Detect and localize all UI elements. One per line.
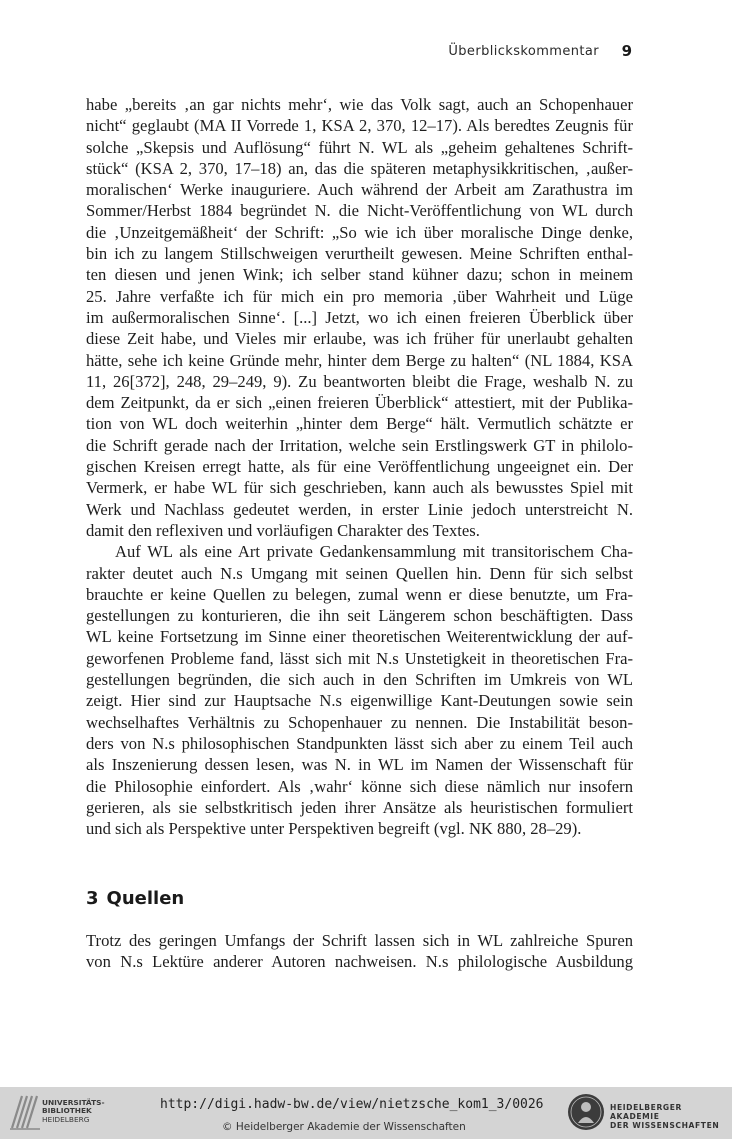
- text-line: und sich als Perspektive unter Perspektiven begreift (vgl. NK 880, 28–29).: [86, 819, 582, 839]
- source-url-link[interactable]: http://digi.hadw-bw.de/view/nietzsche_kom1_3/0026: [160, 1097, 544, 1112]
- running-header: [0, 44, 732, 64]
- section-heading: [86, 888, 192, 909]
- text-line: moralischen‘ Werke inauguriere. Auch während der Arbeit am Zarathustra im: [86, 180, 633, 200]
- text-line: rakter deutet auch N.s Umgang mit seinen Quellen hin. Denn für sich selbst: [86, 563, 633, 583]
- text-line: diese Zeit habe, und Vieles mir erlaube, was ich früher für unerlaubt gehalten: [86, 329, 633, 349]
- text-line: die Philosophie einfordert. Als ‚wahr‘ könne sich diese nämlich nur insofern: [86, 776, 633, 796]
- library-logo-icon: [8, 1092, 42, 1132]
- text-line: ders von N.s philosophischen Standpunkten lässt sich aber zu einem Teil auch: [86, 733, 633, 753]
- text-line: stück“ (KSA 2, 370, 17–18) an, das die späteren metaphysikkritischen, ‚außer-: [86, 158, 633, 178]
- section-text: [86, 930, 633, 973]
- academy-seal-icon: [567, 1093, 605, 1131]
- main-text: [86, 94, 633, 839]
- text-line: geworfenen Probleme fand, lässt sich mit N.s Unstetigkeit in theoretischen Fra-: [86, 648, 633, 668]
- text-line: ten diesen und jenen Wink; ich selber stand kühner dazu; schon in meinem: [86, 265, 633, 285]
- text-line: Auf WL als eine Art private Gedankensammlung mit transitorischem Cha-: [115, 542, 633, 562]
- copyright-notice: © Heidelberger Akademie der Wissenschaften: [222, 1121, 466, 1133]
- text-line: 25. Jahre verfaßte ich für mich ein pro memoria ‚über Wahrheit und Lüge: [86, 286, 633, 306]
- text-line: die Schrift gerade nach der Irritation, welche sein Erstlingswerk GT in philolo-: [86, 435, 633, 455]
- text-line: von N.s Lektüre anderer Autoren nachweisen. N.s philologische Ausbildung: [86, 952, 633, 972]
- text-line: Werk und Nachlass gedeutet werden, in erster Linie jedoch unterstreicht N.: [86, 499, 633, 519]
- library-name: UNIVERSITÄTS- BIBLIOTHEK HEIDELBERG: [42, 1098, 105, 1124]
- text-line: dem Zeitpunkt, da er sich „einen freieren Überblick“ attestiert, mit der Publika-: [86, 393, 633, 413]
- text-line: zeigt. Hier sind zur Hauptsache N.s eigenwillige Kant-Deutungen sowie sein: [86, 691, 633, 711]
- text-line: nicht“ geglaubt (MA II Vorrede 1, KSA 2, 370, 12–17). Als beredtes Zeugnis für: [86, 116, 633, 136]
- text-line: hätte, sehe ich keine Gründe mehr, hinter dem Berge zu halten“ (NL 1884, KSA: [86, 350, 633, 370]
- text-line: brauchte er keine Quellen zu belegen, zumal wenn er diese benutzte, um Fra-: [86, 584, 633, 604]
- page-number: 9: [621, 42, 632, 60]
- text-line: solche „Skepsis und Auflösung“ führt N. WL als „geheim gehaltenes Schrift-: [86, 137, 633, 157]
- text-line: gischen Kreisen erregt hatte, als für eine Veröffentlichung ungeeignet ein. Der: [86, 457, 633, 477]
- text-line: gestellungen begründen, die sich auch in den Schriften im Umkreis von WL: [86, 670, 633, 690]
- text-line: tion von WL doch weiterhin „hinter dem Berge“ hält. Vermutlich schätzte er: [86, 414, 633, 434]
- text-line: im außermoralischen Sinne‘. [...] Jetzt, wo ich einen freieren Überblick über: [86, 307, 633, 327]
- section-title: Quellen: [106, 888, 185, 909]
- text-line: Sommer/Herbst 1884 begründet N. die Nicht-Veröffentlichung von WL durch: [86, 201, 633, 221]
- text-line: WL keine Fortsetzung im Sinne einer theoretischen Weiterentwicklung der auf-: [86, 627, 633, 647]
- text-line: gerieren, als sie selbstkritisch jeden ihrer Ansätze als heuristischen formuliert: [86, 797, 633, 817]
- running-title: Überblickskommentar: [448, 44, 599, 59]
- text-line: die ‚Unzeitgemäßheit‘ der Schrift: „So wie ich über moralische Dinge denke,: [86, 222, 633, 242]
- text-line: Trotz des geringen Umfangs der Schrift lassen sich in WL zahlreiche Spuren: [86, 931, 633, 950]
- text-line: damit den reflexiven und vorläufigen Charakter des Textes.: [86, 520, 480, 540]
- text-line: 11, 26[372], 248, 29–249, 9). Zu beantworten bleibt die Frage, weshalb N. zu: [86, 371, 633, 391]
- text-line: Vermerk, er habe WL für sich geschrieben, kann auch als bewusstes Spiel mit: [86, 478, 633, 498]
- text-line: als Inszenierung dessen lesen, was N. in WL im Namen der Wissenschaft für: [86, 755, 633, 775]
- footer-bar: [0, 1087, 732, 1139]
- text-line: habe „bereits ‚an gar nichts mehr‘, wie das Volk sagt, auch an Schopenhauer: [86, 95, 633, 114]
- academy-name: HEIDELBERGER AKADEMIE DER WISSENSCHAFTEN: [610, 1103, 720, 1130]
- section-number: 3: [86, 888, 99, 909]
- text-line: wechselhaftes Verhältnis zu Schopenhauer zu nennen. Die Instabilität beson-: [86, 712, 633, 732]
- text-line: gestellungen zu konturieren, die ihn seit Längerem schon beschäftigten. Dass: [86, 606, 633, 626]
- text-line: bin ich zu langem Stillschweigen verurtheilt gewesen. Meine Schriften enthal-: [86, 244, 633, 264]
